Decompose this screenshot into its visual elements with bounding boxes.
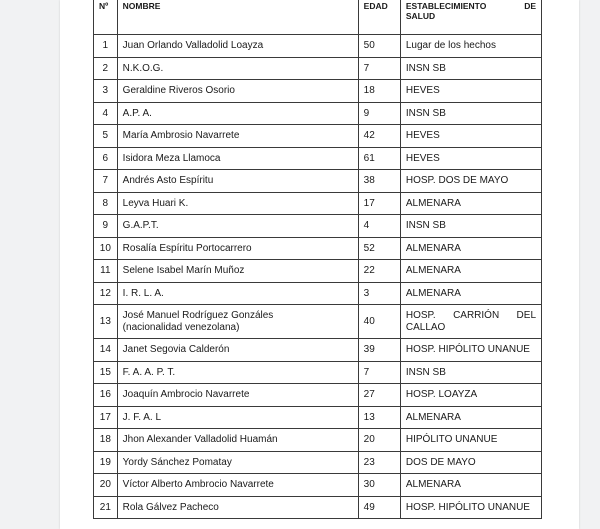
row-num: 18 (94, 429, 118, 452)
row-establishment: HOSP. HIPÓLITO UNANUE (400, 496, 541, 519)
row-name: Selene Isabel Marín Muñoz (117, 260, 358, 283)
victims-table (93, 0, 542, 519)
table-row (94, 260, 542, 283)
row-age: 50 (358, 35, 400, 58)
row-age: 52 (358, 237, 400, 260)
table-row (94, 305, 542, 339)
row-name: N.K.O.G. (117, 57, 358, 80)
row-establishment: ALMENARA (400, 237, 541, 260)
table-row (94, 339, 542, 362)
row-age: 23 (358, 451, 400, 474)
row-name: A.P. A. (117, 102, 358, 125)
row-establishment: INSN SB (400, 215, 541, 238)
header-age: EDAD (358, 0, 400, 35)
row-establishment: HOSP. LOAYZA (400, 384, 541, 407)
row-establishment: HEVES (400, 147, 541, 170)
row-age: 40 (358, 305, 400, 339)
row-establishment: HIPÓLITO UNANUE (400, 429, 541, 452)
header-establishment-line2: SALUD (405, 11, 436, 21)
row-name: Yordy Sánchez Pomatay (117, 451, 358, 474)
table-row (94, 80, 542, 103)
table-row (94, 215, 542, 238)
row-establishment-line1: HOSP. CARRIÓN DEL (405, 310, 536, 321)
row-age: 4 (358, 215, 400, 238)
row-num: 3 (94, 80, 118, 103)
row-name: F. A. A. P. T. (117, 361, 358, 384)
row-num: 1 (94, 35, 118, 58)
row-name: Leyva Huari K. (117, 192, 358, 215)
row-num: 17 (94, 406, 118, 429)
row-age: 9 (358, 102, 400, 125)
row-establishment: HEVES (400, 125, 541, 148)
row-establishment: DOS DE MAYO (400, 451, 541, 474)
row-age: 42 (358, 125, 400, 148)
row-establishment: ALMENARA (400, 192, 541, 215)
row-num: 7 (94, 170, 118, 193)
table-row (94, 496, 542, 519)
row-establishment-line2: CALLAO (405, 321, 446, 333)
table-row (94, 57, 542, 80)
header-establishment-line1 (406, 1, 536, 11)
table-row (94, 282, 542, 305)
row-num: 21 (94, 496, 118, 519)
table-row (94, 406, 542, 429)
row-age: 39 (358, 339, 400, 362)
row-name: Isidora Meza Llamoca (117, 147, 358, 170)
table-row (94, 429, 542, 452)
row-num: 14 (94, 339, 118, 362)
row-establishment: INSN SB (400, 57, 541, 80)
row-num: 10 (94, 237, 118, 260)
row-num: 16 (94, 384, 118, 407)
row-establishment: INSN SB (400, 361, 541, 384)
row-name: J. F. A. L (117, 406, 358, 429)
table-row (94, 147, 542, 170)
row-age: 13 (358, 406, 400, 429)
row-age: 18 (358, 80, 400, 103)
table-row (94, 451, 542, 474)
row-establishment: HOSP. DOS DE MAYO (400, 170, 541, 193)
row-name: María Ambrosio Navarrete (117, 125, 358, 148)
row-age: 20 (358, 429, 400, 452)
row-num: 12 (94, 282, 118, 305)
row-establishment: HEVES (400, 80, 541, 103)
row-num: 5 (94, 125, 118, 148)
table-row (94, 237, 542, 260)
header-establishment-word1: ESTABLECIMIENTO (405, 1, 487, 11)
row-establishment: ALMENARA (400, 282, 541, 305)
table-row (94, 35, 542, 58)
row-age: 61 (358, 147, 400, 170)
row-num: 15 (94, 361, 118, 384)
row-name: Andrés Asto Espíritu (117, 170, 358, 193)
document-page (60, 0, 579, 529)
row-age: 30 (358, 474, 400, 497)
header-establishment-word2: DE (524, 1, 536, 11)
row-num: 9 (94, 215, 118, 238)
row-name: G.A.P.T. (117, 215, 358, 238)
row-age: 38 (358, 170, 400, 193)
row-establishment: INSN SB (400, 102, 541, 125)
row-name: Jhon Alexander Valladolid Huamán (117, 429, 358, 452)
row-name: Juan Orlando Valladolid Loayza (117, 35, 358, 58)
row-num: 13 (94, 305, 118, 339)
row-name: Rosalía Espíritu Portocarrero (117, 237, 358, 260)
row-name: Joaquín Ambrocio Navarrete (117, 384, 358, 407)
row-name-line1: José Manuel Rodríguez Gonzáles (122, 310, 274, 321)
row-name: I. R. L. A. (117, 282, 358, 305)
row-num: 20 (94, 474, 118, 497)
table-body (94, 35, 542, 519)
row-age: 7 (358, 361, 400, 384)
row-name: Geraldine Riveros Osorio (117, 80, 358, 103)
table-row (94, 192, 542, 215)
row-age: 7 (358, 57, 400, 80)
row-num: 4 (94, 102, 118, 125)
row-age: 17 (358, 192, 400, 215)
row-name: Janet Segovia Calderón (117, 339, 358, 362)
row-age: 27 (358, 384, 400, 407)
row-num: 11 (94, 260, 118, 283)
table-row (94, 474, 542, 497)
table-row (94, 102, 542, 125)
row-establishment: ALMENARA (400, 474, 541, 497)
row-name-line2: (nacionalidad venezolana) (122, 321, 240, 333)
row-name: Víctor Alberto Ambrocio Navarrete (117, 474, 358, 497)
row-num: 19 (94, 451, 118, 474)
row-name (117, 305, 358, 339)
header-establishment (400, 0, 541, 35)
row-age: 3 (358, 282, 400, 305)
row-establishment (400, 305, 541, 339)
table-row (94, 361, 542, 384)
header-name: NOMBRE (117, 0, 358, 35)
row-establishment: HOSP. HIPÓLITO UNANUE (400, 339, 541, 362)
row-age: 49 (358, 496, 400, 519)
row-num: 2 (94, 57, 118, 80)
table-header-row (94, 0, 542, 35)
row-establishment: ALMENARA (400, 260, 541, 283)
header-num: Nº (94, 0, 118, 35)
row-name: Rola Gálvez Pacheco (117, 496, 358, 519)
row-age: 22 (358, 260, 400, 283)
table-header (94, 0, 542, 35)
row-establishment: ALMENARA (400, 406, 541, 429)
table-row (94, 384, 542, 407)
row-establishment: Lugar de los hechos (400, 35, 541, 58)
table-row (94, 125, 542, 148)
row-num: 6 (94, 147, 118, 170)
table-row (94, 170, 542, 193)
row-num: 8 (94, 192, 118, 215)
